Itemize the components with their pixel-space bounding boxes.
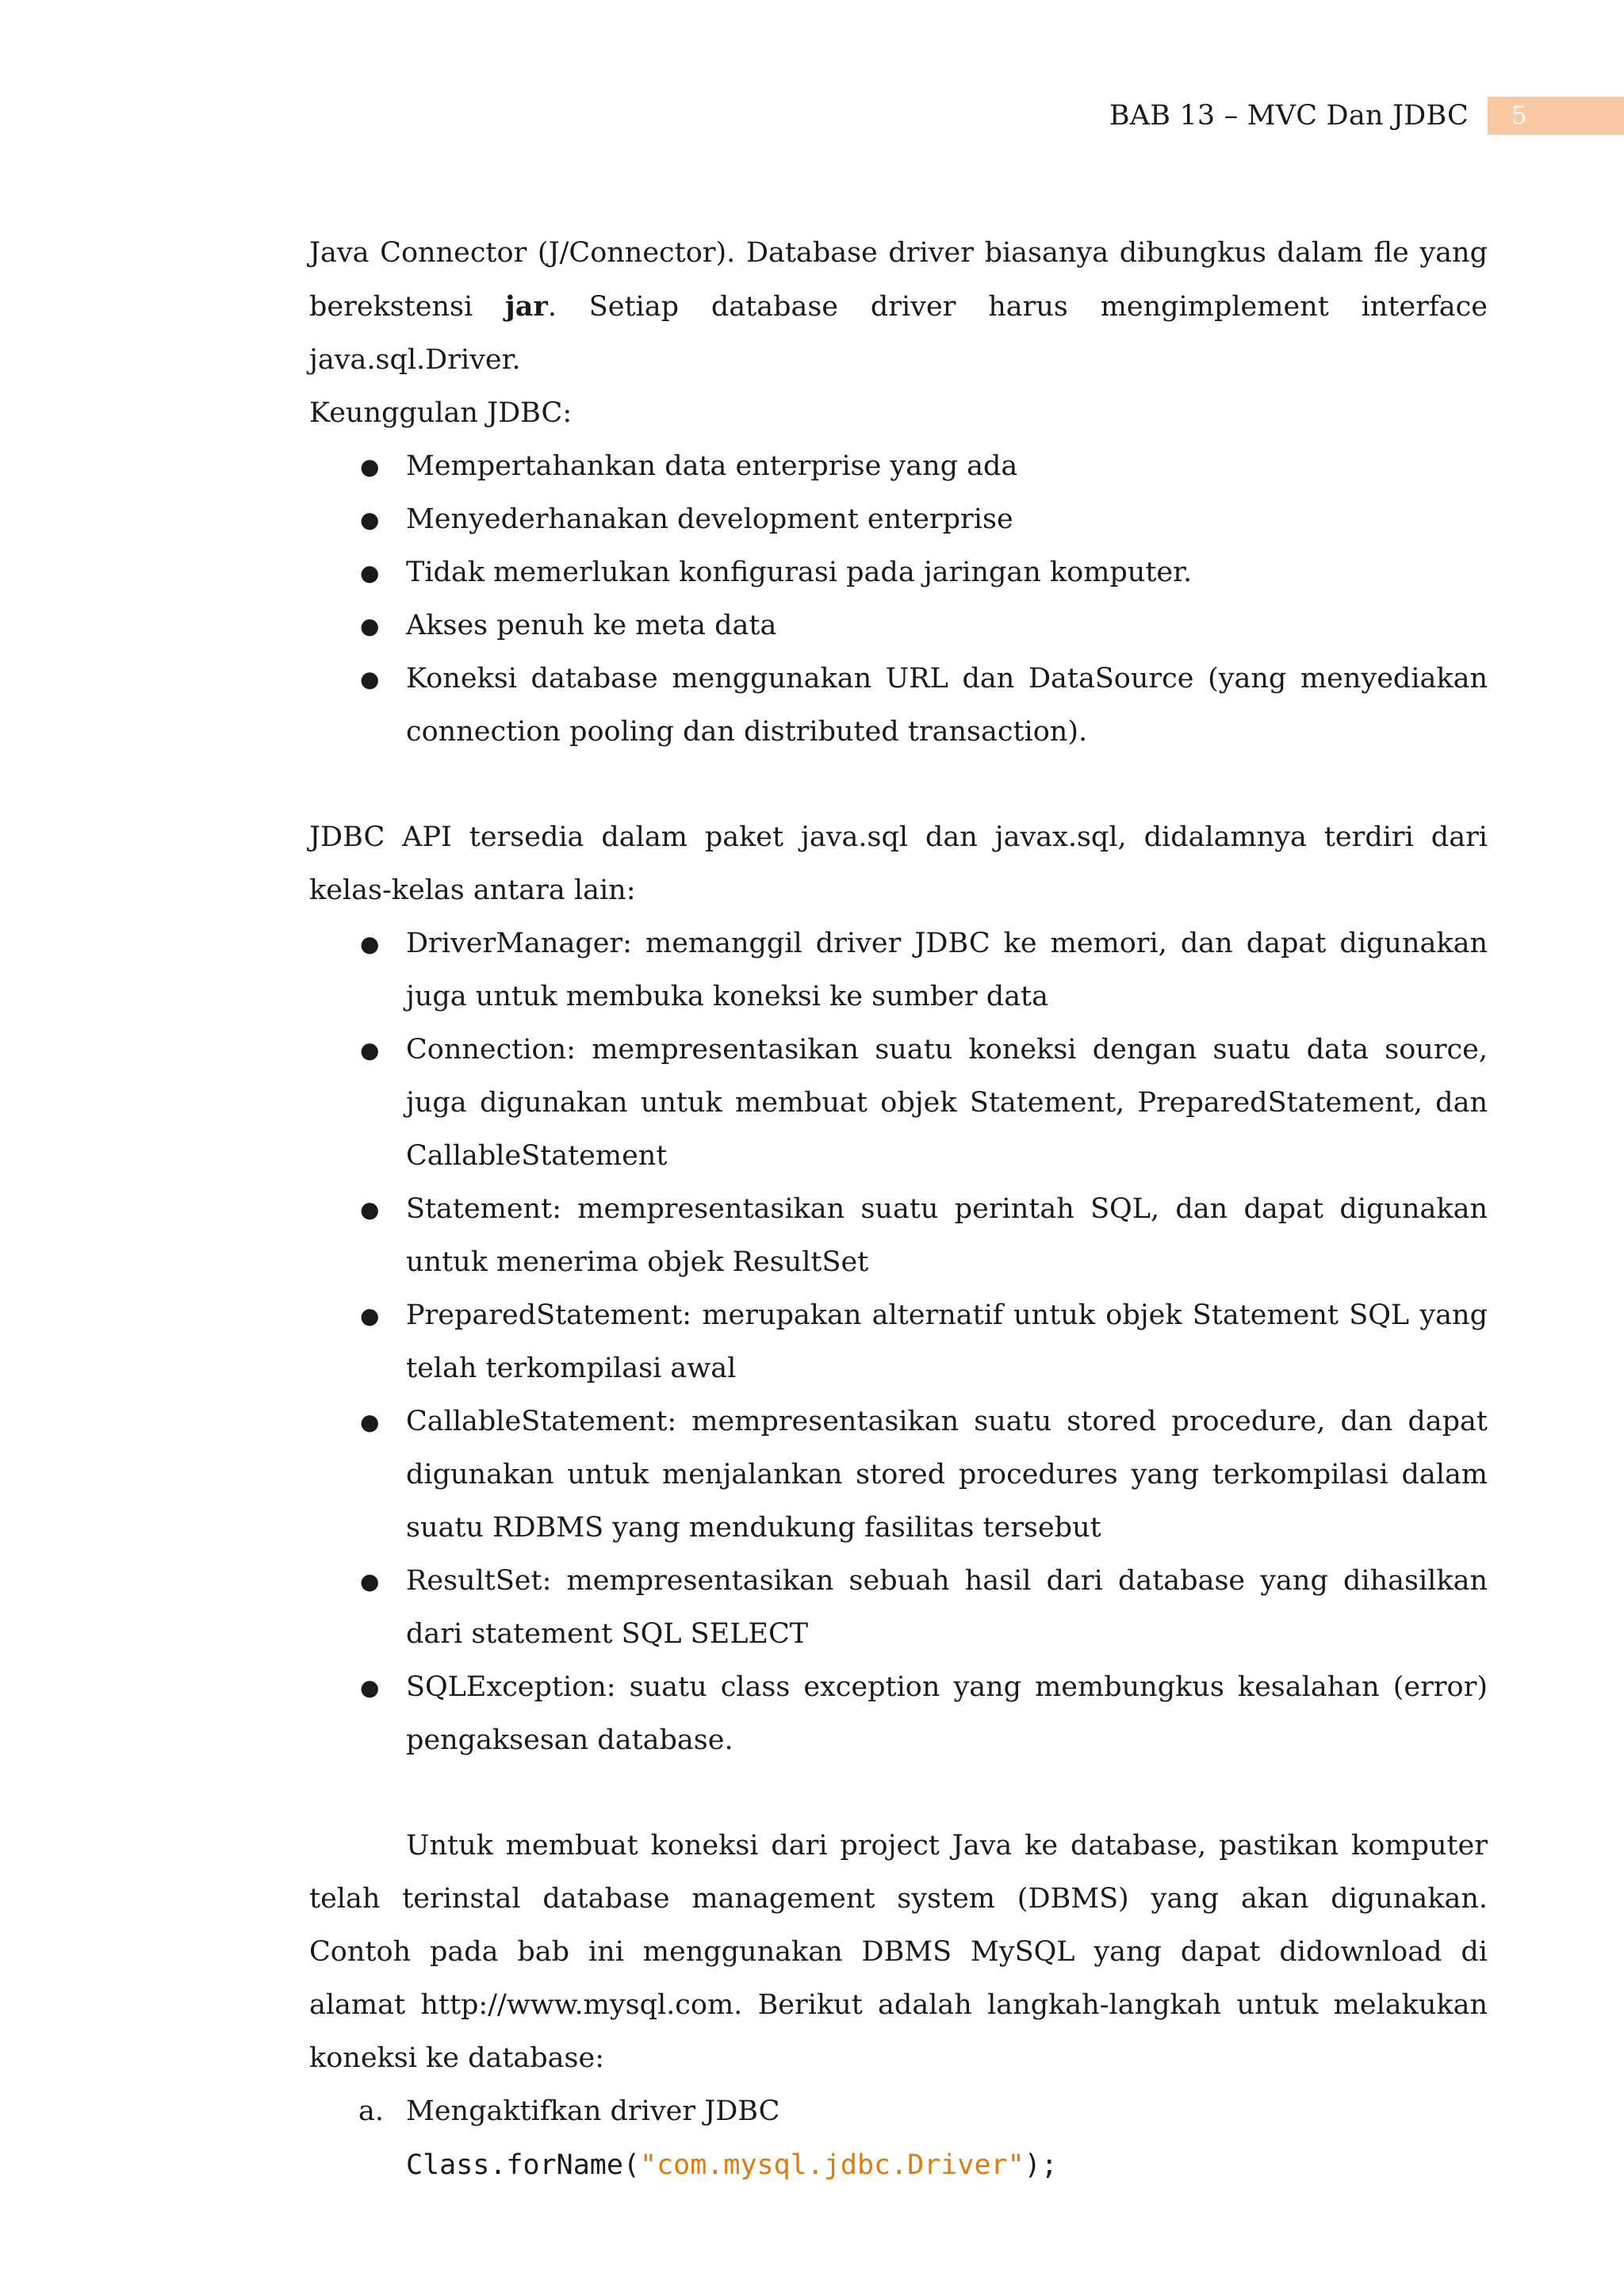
bullet-icon: ● [360, 1674, 380, 1701]
bullet-icon: ● [360, 1037, 380, 1063]
bullet-icon: ● [360, 507, 380, 533]
spacer [309, 759, 1488, 811]
step-item [309, 2085, 1488, 2138]
list-item: ● Tidak memerlukan konfigurasi pada jaringan komputer. [309, 546, 1488, 599]
list-item: ● ResultSet: mempresentasikan sebuah hasil dari database yang dihasilkan dari statement SQL SELECT [309, 1555, 1488, 1661]
page-header [1109, 97, 1624, 135]
list-item: ● Menyederhanakan development enterprise [309, 493, 1488, 546]
list-item: ● SQLException: suatu class exception yang membungkus kesalahan (error) pengaksesan database. [309, 1661, 1488, 1767]
bullet-icon: ● [360, 1196, 380, 1223]
list-item: ● DriverManager: memanggil driver JDBC ke memori, dan dapat digunakan juga untuk membuka koneksi ke sumber data [309, 917, 1488, 1024]
intro-bold-text: jar [505, 290, 548, 323]
code-prefix: Class.forName( [406, 2149, 641, 2181]
list-item: ● Mempertahankan data enterprise yang ada [309, 440, 1488, 493]
bullet-icon: ● [360, 666, 380, 692]
bullet-icon: ● [360, 1409, 380, 1435]
list-item: ● CallableStatement: mempresentasikan suatu stored procedure, dan dapat digunakan untuk menjalankan stored procedures yang terkompilasi dalam suatu RDBMS yang mendukung fasilitas tersebut [309, 1395, 1488, 1555]
code-suffix: ); [1024, 2149, 1058, 2181]
intro-text-end: . Setiap database driver harus mengimplement interface java.sql.Driver. [309, 291, 1488, 376]
list-item: ● Koneksi database menggunakan URL dan DataSource (yang menyediakan connection pooling dan distributed transaction). [309, 652, 1488, 759]
bullet-icon: ● [360, 560, 380, 586]
bullet-icon: ● [360, 453, 380, 480]
spacer [309, 1767, 1488, 1820]
list-item: ● Akses penuh ke meta data [309, 599, 1488, 652]
api-intro-paragraph: JDBC API tersedia dalam paket java.sql dan javax.sql, didalamnya terdiri dari kelas-kelas antara lain: [309, 821, 1488, 906]
list-item: ● Statement: mempresentasikan suatu perintah SQL, dan dapat digunakan untuk menerima objek ResultSet [309, 1183, 1488, 1289]
classes-list [309, 917, 1488, 1767]
intro-paragraph [309, 227, 1488, 387]
bullet-icon: ● [360, 1303, 380, 1329]
intro-text: Java Connector (J/Connector). Database driver biasanya dibungkus dalam fle yang berekstensi [309, 237, 1488, 323]
bullet-icon: ● [360, 1568, 380, 1594]
chapter-title: BAB 13 – MVC Dan JDBC [1109, 100, 1469, 132]
bullet-icon: ● [360, 931, 380, 957]
bullet-icon: ● [360, 613, 380, 639]
page-body [309, 227, 1488, 2192]
step-text: Mengaktifkan driver JDBC [406, 2095, 780, 2127]
page-number: 5 [1488, 97, 1624, 135]
list-item: ● Connection: mempresentasikan suatu koneksi dengan suatu data source, juga digunakan untuk membuat objek Statement, PreparedStatement, dan CallableStatement [309, 1024, 1488, 1183]
advantages-list [309, 440, 1488, 759]
code-string: "com.mysql.jdbc.Driver" [640, 2149, 1025, 2181]
connect-paragraph: Untuk membuat koneksi dari project Java ke database, pastikan komputer telah terinstal database management system (DBMS) yang akan digunakan. Contoh pada bab ini menggunakan DBMS MySQL yang dapat didownload di alamat http://www.mysql.com. Berikut adalah langkah-langkah untuk melakukan koneksi ke database: [309, 1830, 1488, 2074]
step-marker: a. [358, 2095, 384, 2127]
code-snippet [309, 2138, 1488, 2192]
advantages-heading: Keunggulan JDBC: [309, 397, 573, 429]
list-item: ● PreparedStatement: merupakan alternatif untuk objek Statement SQL yang telah terkompilasi awal [309, 1289, 1488, 1395]
